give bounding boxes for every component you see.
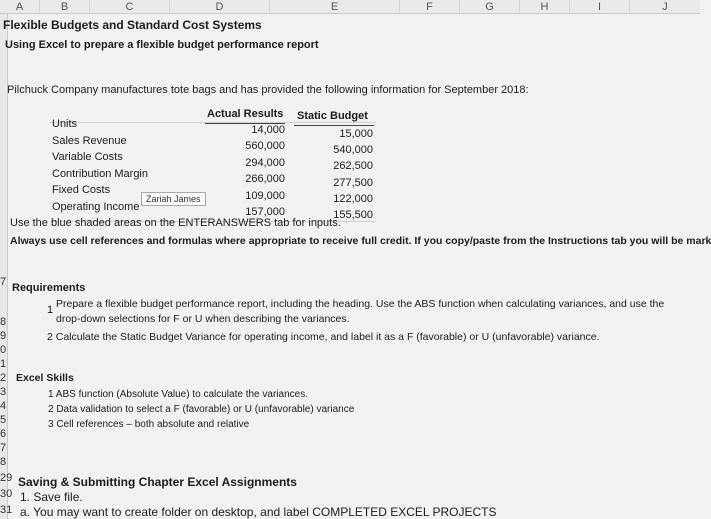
requirements-heading: Requirements bbox=[12, 282, 86, 294]
column-header-b[interactable]: B bbox=[40, 0, 90, 14]
row-header[interactable]: 30 bbox=[0, 488, 13, 500]
requirement-1-number: 1 bbox=[47, 304, 54, 316]
row-header[interactable]: 5 bbox=[0, 414, 7, 426]
note-cell-references: Always use cell references and formulas where appropriate to receive full credit. If you copy/paste from the Instructions tab you will be mark bbox=[10, 235, 711, 247]
column-header-j[interactable]: J bbox=[662, 1, 668, 13]
excel-skill-1: 1 ABS function (Absolute Value) to calculate the variances. bbox=[48, 389, 308, 400]
cell-actual-units[interactable]: 14,000 bbox=[251, 124, 285, 136]
row-header[interactable]: 7 bbox=[0, 442, 7, 454]
row-header[interactable]: 0 bbox=[0, 344, 7, 356]
column-header-i[interactable]: I bbox=[570, 0, 630, 14]
requirement-1-line1: Prepare a flexible budget performance report, including the heading. Use the ABS function when calculating variances, and use the bbox=[56, 298, 665, 310]
row-label-fixed-costs[interactable]: Fixed Costs bbox=[52, 184, 111, 196]
row-label-units[interactable]: Units bbox=[52, 118, 78, 130]
note-blue-shaded: Use the blue shaded areas on the ENTERANSWERS tab for inputs. bbox=[10, 217, 341, 229]
row-header[interactable]: 31 bbox=[0, 504, 13, 516]
requirement-1-line2: drop-down selections for F or U when describing the variances. bbox=[56, 313, 350, 325]
row-label-variable-costs[interactable]: Variable Costs bbox=[52, 151, 123, 163]
saving-item-1: 1. Save file. bbox=[20, 490, 83, 504]
column-header-d[interactable]: D bbox=[170, 0, 270, 14]
row-header[interactable]: 8 bbox=[0, 316, 7, 328]
column-header-a[interactable]: A bbox=[0, 0, 40, 14]
row-header[interactable]: 9 bbox=[0, 330, 7, 342]
intro-text: Pilchuck Company manufactures tote bags and has provided the following information for September 2018: bbox=[7, 84, 529, 96]
row-header[interactable]: 7 bbox=[0, 276, 7, 288]
row-header[interactable]: 8 bbox=[0, 456, 7, 468]
column-header-c[interactable]: C bbox=[90, 0, 170, 14]
cell-static-units[interactable]: 15,000 bbox=[339, 128, 373, 140]
saving-heading: Saving & Submitting Chapter Excel Assignments bbox=[18, 475, 297, 489]
row-label-operating-income[interactable]: Operating Income bbox=[52, 201, 140, 213]
row-label-sales-revenue[interactable]: Sales Revenue bbox=[52, 135, 127, 147]
cell-static-variable-costs[interactable]: 262,500 bbox=[333, 160, 373, 172]
excel-skills-heading: Excel Skills bbox=[16, 372, 74, 384]
column-headers bbox=[0, 0, 700, 14]
excel-skill-2: 2 Data validation to select a F (favorable) or U (unfavorable) variance bbox=[48, 404, 355, 415]
requirement-2: 2 Calculate the Static Budget Variance for operating income, and label it as a F (favorable) or U (unfavorable) variance. bbox=[47, 331, 600, 343]
row-label-contribution-margin[interactable]: Contribution Margin bbox=[52, 168, 148, 180]
col-header-static: Static Budget bbox=[297, 110, 368, 122]
cell-static-fixed-costs[interactable]: 122,000 bbox=[333, 193, 373, 205]
row-header[interactable]: 4 bbox=[0, 400, 7, 412]
column-header-f[interactable]: F bbox=[400, 0, 460, 14]
row-header[interactable]: 29 bbox=[0, 472, 13, 484]
cell-actual-variable-costs[interactable]: 294,000 bbox=[245, 157, 285, 169]
cell-actual-operating-income[interactable]: 157,000 bbox=[245, 206, 285, 218]
cell-static-sales-revenue[interactable]: 540,000 bbox=[333, 144, 373, 156]
cell-actual-fixed-costs[interactable]: 109,000 bbox=[245, 190, 285, 202]
cell-actual-sales-revenue[interactable]: 560,000 bbox=[245, 140, 285, 152]
row-header[interactable]: 3 bbox=[0, 386, 7, 398]
row-header[interactable]: 1 bbox=[0, 358, 7, 370]
sheet-title: Flexible Budgets and Standard Cost Systems bbox=[3, 18, 262, 32]
cell-static-contribution-margin[interactable]: 277,500 bbox=[333, 177, 373, 189]
row-header[interactable]: 6 bbox=[0, 428, 7, 440]
row-header[interactable]: 2 bbox=[0, 372, 7, 384]
col-header-actual: Actual Results bbox=[207, 108, 284, 120]
saving-item-2: a. You may want to create folder on desktop, and label COMPLETED EXCEL PROJECTS bbox=[20, 505, 497, 519]
sheet-subtitle: Using Excel to prepare a flexible budget performance report bbox=[5, 39, 319, 51]
column-header-g[interactable]: G bbox=[460, 0, 520, 14]
column-header-h[interactable]: H bbox=[520, 0, 570, 14]
comment-author-tooltip: Zariah James bbox=[141, 192, 206, 206]
cell-actual-contribution-margin[interactable]: 266,000 bbox=[245, 173, 285, 185]
column-header-e[interactable]: E bbox=[270, 0, 400, 14]
cell-static-operating-income[interactable]: 155,500 bbox=[333, 209, 373, 221]
excel-skill-3: 3 Cell references – both absolute and relative bbox=[48, 419, 250, 430]
